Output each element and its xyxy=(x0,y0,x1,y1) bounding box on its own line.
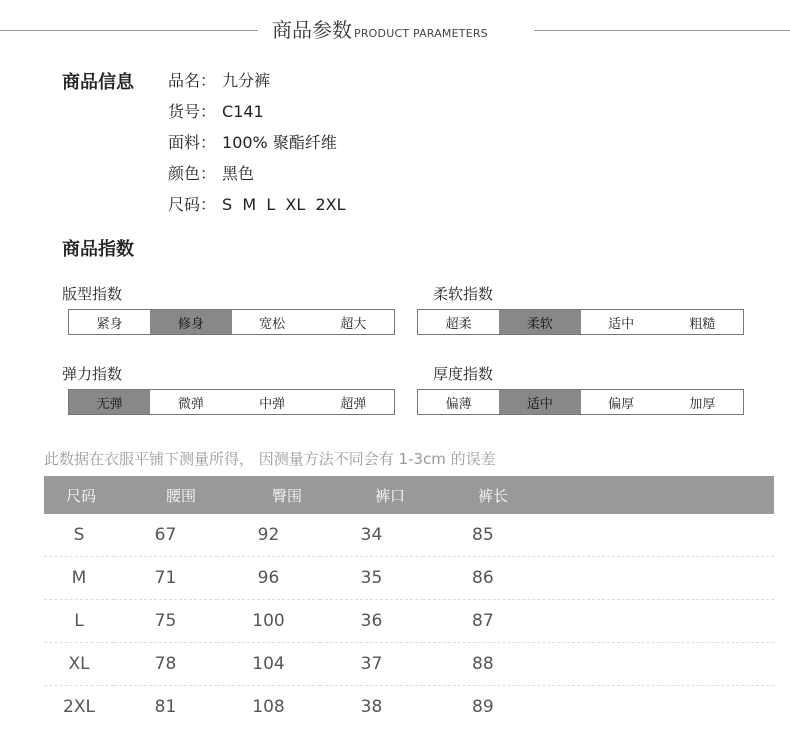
section-header xyxy=(0,14,790,46)
measurement-note: 此数据在衣服平铺下测量所得， 因测量方法不同会有 1-3cm 的误差 xyxy=(44,450,496,468)
table-cell: 108 xyxy=(252,697,285,717)
table-cell: 81 xyxy=(154,697,177,717)
table-cell: 37 xyxy=(320,643,423,686)
scale-bar xyxy=(417,389,744,415)
scale-option: 超大 xyxy=(340,316,367,332)
scale-label: 柔软指数 xyxy=(433,285,494,303)
scale-option: 微弹 xyxy=(177,396,204,412)
scale-option-selected: 无弹 xyxy=(69,390,150,414)
table-cell: 78 xyxy=(114,643,217,686)
info-row-sizes xyxy=(168,192,346,223)
scale-bar xyxy=(68,389,395,415)
table-cell: 75 xyxy=(114,600,217,643)
table-row xyxy=(44,643,774,686)
table-cell: 71 xyxy=(114,557,217,600)
info-value: 100% 聚酯纤维 xyxy=(222,133,337,152)
info-key: 货号： xyxy=(168,102,217,121)
column-header: 臀围 xyxy=(217,476,320,514)
scale-option: 偏厚 xyxy=(608,396,635,412)
scale-label: 厚度指数 xyxy=(433,365,494,383)
size-table xyxy=(44,476,774,728)
info-value: S M L XL 2XL xyxy=(222,195,346,214)
info-value: 九分裤 xyxy=(222,71,271,90)
section-title-cn: 商品参数 xyxy=(272,18,352,42)
scale-bar xyxy=(68,309,395,335)
fit-index-scale xyxy=(62,283,395,335)
table-cell: 85 xyxy=(423,514,774,557)
scale-option: 宽松 xyxy=(259,316,286,332)
scale-option: 加厚 xyxy=(689,396,716,412)
table-cell: 104 xyxy=(217,643,320,686)
scale-option-selected: 修身 xyxy=(150,310,231,334)
scale-option-selected: 柔软 xyxy=(499,310,580,334)
table-cell: 38 xyxy=(360,697,383,717)
info-key: 面料： xyxy=(168,133,217,152)
table-cell: 89 xyxy=(472,697,494,717)
table-cell: 88 xyxy=(423,643,774,686)
column-header: 腰围 xyxy=(114,476,217,514)
table-cell: 34 xyxy=(320,514,423,557)
column-header: 裤长 xyxy=(423,476,774,514)
scale-option: 偏薄 xyxy=(445,396,472,412)
info-row-name xyxy=(168,68,346,99)
info-key: 颜色： xyxy=(168,164,217,183)
table-cell: L xyxy=(44,600,114,643)
softness-index-scale xyxy=(417,283,744,335)
scale-option: 粗糙 xyxy=(689,316,716,332)
scale-bar xyxy=(417,309,744,335)
thickness-index-scale xyxy=(417,363,744,415)
scale-option: 中弹 xyxy=(259,396,286,412)
table-cell: XL xyxy=(44,643,114,686)
table-cell: S xyxy=(44,514,114,557)
info-row-fabric xyxy=(168,130,346,161)
header-divider-right xyxy=(534,30,790,31)
table-cell: 36 xyxy=(320,600,423,643)
table-cell: 92 xyxy=(217,514,320,557)
indices-section-label: 商品指数 xyxy=(62,239,134,260)
info-row-sku xyxy=(168,99,346,130)
info-section-label: 商品信息 xyxy=(62,72,134,93)
scale-option: 紧身 xyxy=(96,316,123,332)
scale-option: 超柔 xyxy=(445,316,472,332)
column-header: 尺码 xyxy=(44,476,114,514)
header-divider-left xyxy=(0,30,258,31)
table-row xyxy=(44,557,774,600)
table-cell: 35 xyxy=(320,557,423,600)
table-cell: 2XL xyxy=(63,697,95,717)
info-value: C141 xyxy=(222,102,264,121)
table-cell: 67 xyxy=(114,514,217,557)
table-header-row xyxy=(44,476,774,514)
elasticity-index-scale xyxy=(62,363,395,415)
table-cell: 87 xyxy=(423,600,774,643)
info-list xyxy=(168,68,346,223)
column-header: 裤口 xyxy=(320,476,423,514)
scale-label: 弹力指数 xyxy=(62,365,123,383)
info-key: 品名： xyxy=(168,71,217,90)
scale-option: 超弹 xyxy=(340,396,367,412)
table-row xyxy=(44,686,774,729)
scale-option: 适中 xyxy=(608,316,635,332)
table-row xyxy=(44,600,774,643)
table-cell: 100 xyxy=(217,600,320,643)
scale-label: 版型指数 xyxy=(62,285,123,303)
section-title xyxy=(272,14,488,43)
info-value: 黑色 xyxy=(222,164,255,183)
section-title-en: PRODUCT PARAMETERS xyxy=(354,27,488,40)
info-key: 尺码： xyxy=(168,195,217,214)
info-row-color xyxy=(168,161,346,192)
table-row xyxy=(44,514,774,557)
table-cell: 96 xyxy=(217,557,320,600)
table-cell: M xyxy=(44,557,114,600)
table-cell: 86 xyxy=(423,557,774,600)
scale-option-selected: 适中 xyxy=(499,390,580,414)
